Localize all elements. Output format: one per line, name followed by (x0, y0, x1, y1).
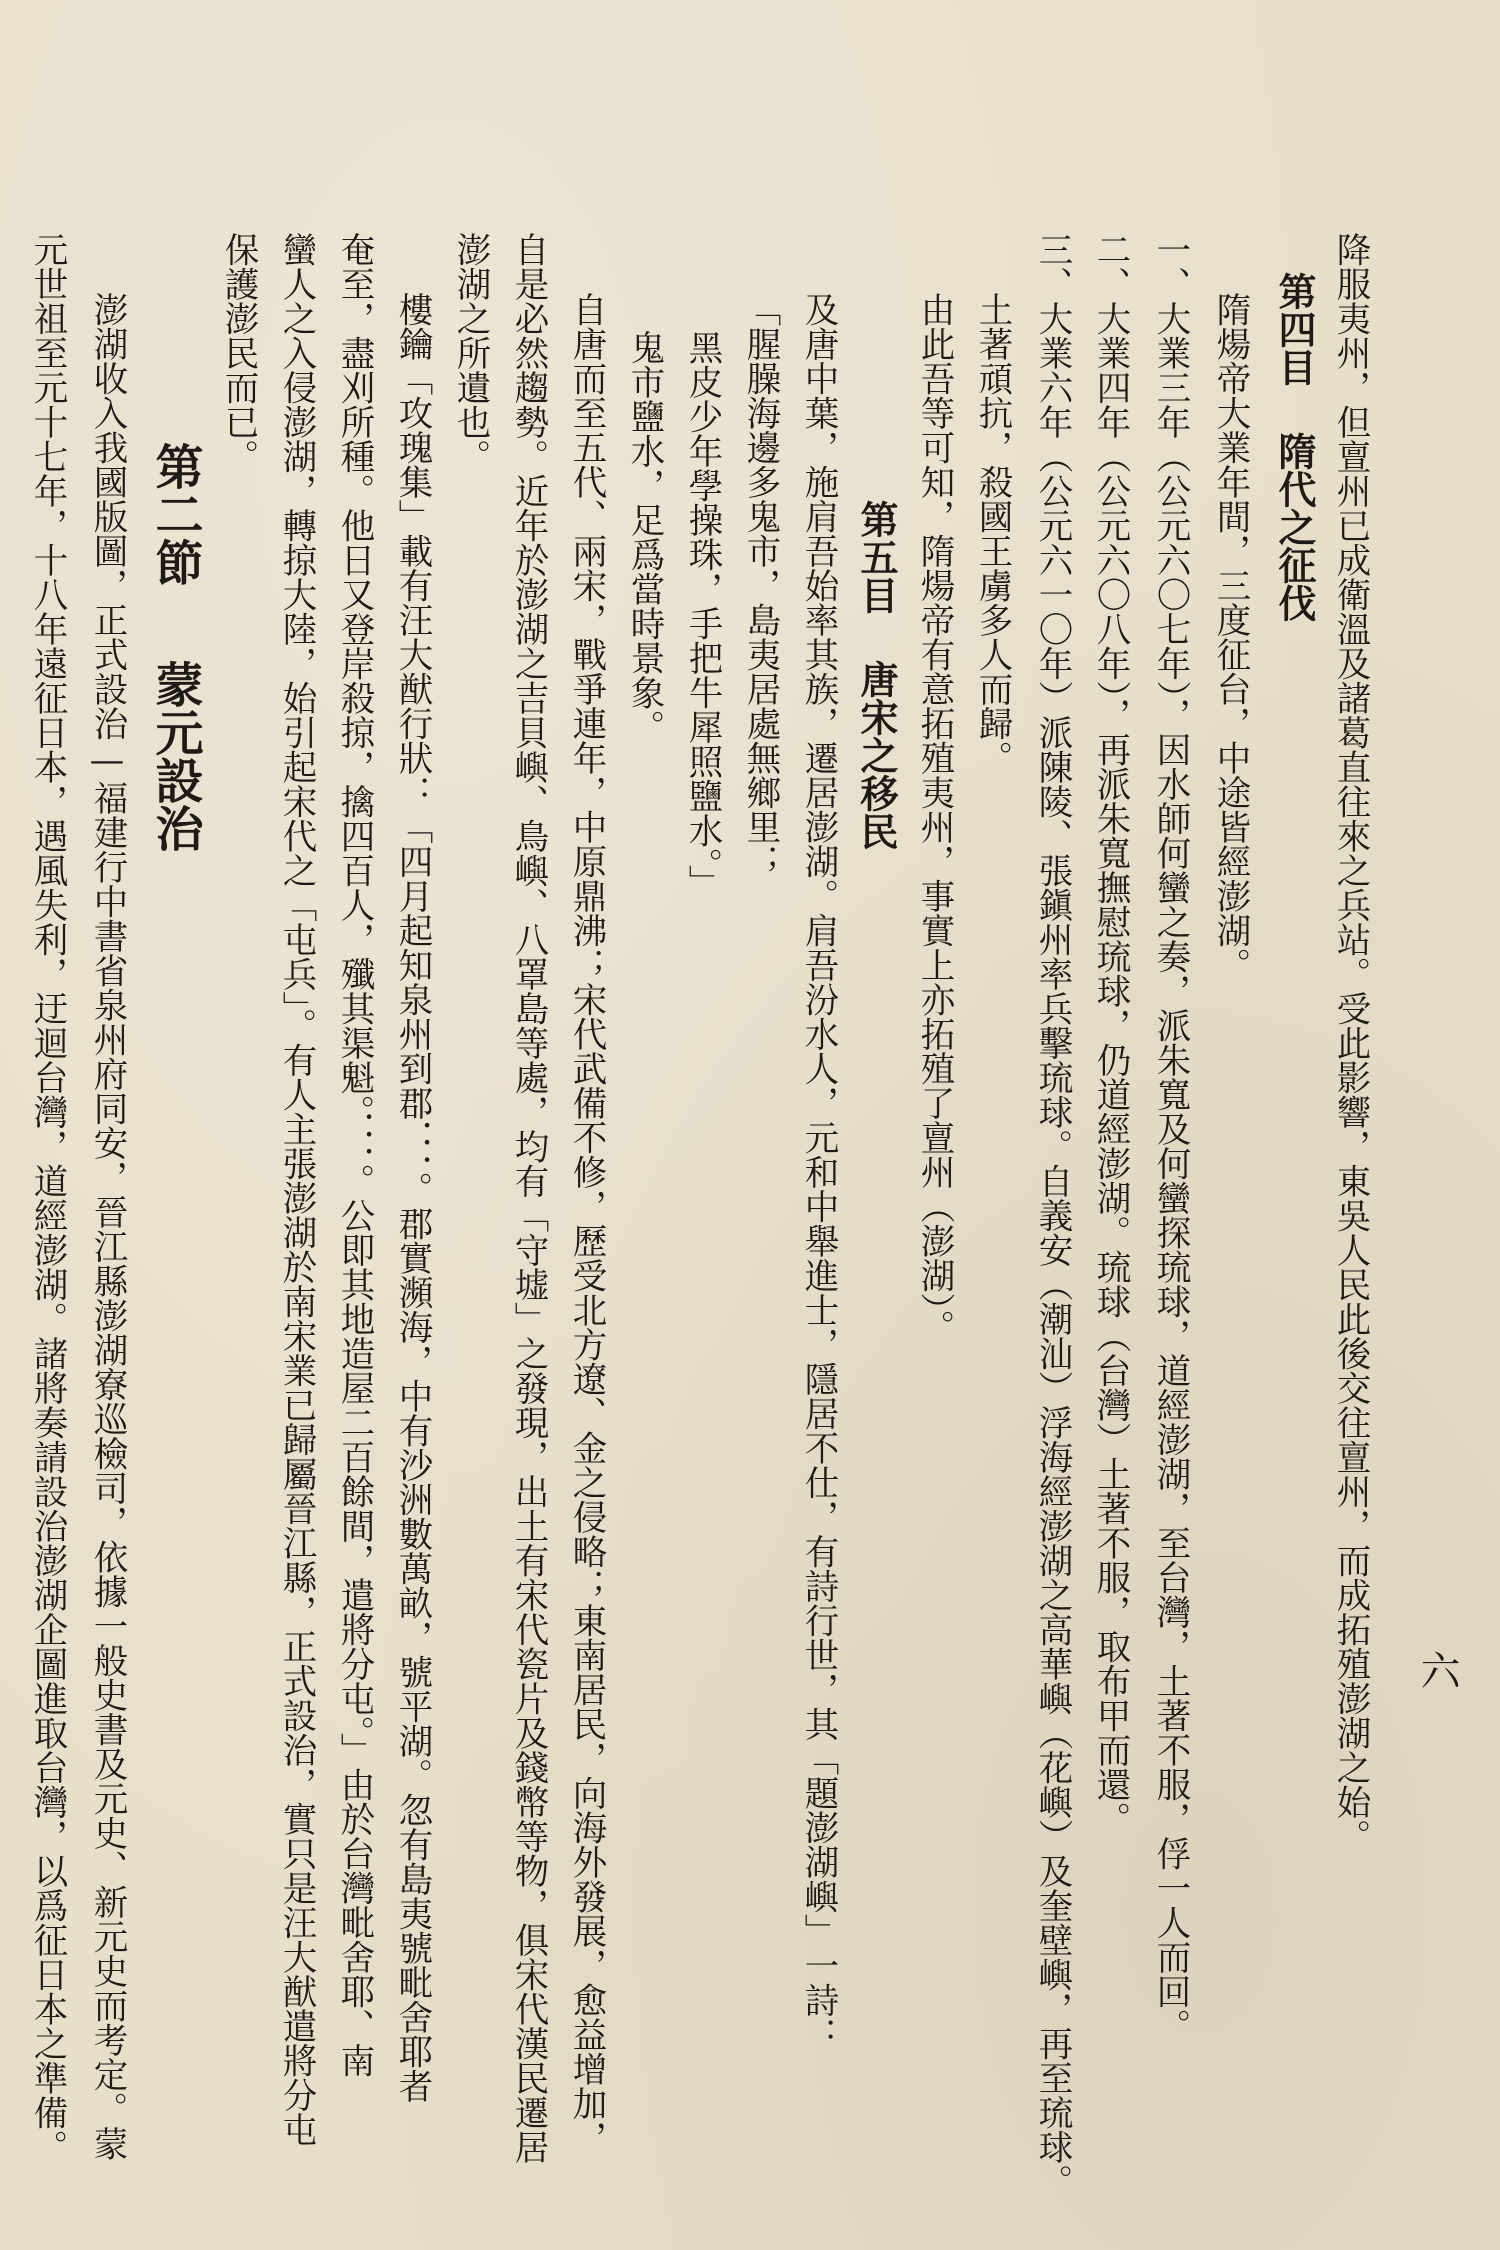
chapter-section-title: 蒙元設治 (147, 660, 203, 852)
section-heading-5-label: 第五目 (854, 500, 899, 614)
text-column-3: 一、大業三年（公元六〇七年），因水師何蠻之奏，派朱寬及何蠻探琉球，道經澎湖，至台灣，土著不服，俘一人而回。 (1150, 232, 1190, 2044)
text-column-1: 降服夷州，但亶州已成衛溫及諸葛直往來之兵站。受此影響，東吳人民此後交往亶州，而成拓殖澎湖之始。 (1330, 232, 1370, 1854)
text-column-15: 蠻人之入侵澎湖，轉掠大陸，始引起宋代之「屯兵」。有人主張澎湖於南宋業已歸屬晉江縣，正式設治，實只是汪大猷遣將分屯 (276, 232, 316, 2147)
text-column-17: 澎湖收入我國版圖，正式設治—福建行中書省泉州府同安，晉江縣澎湖寮巡檢司，依據一般史書及元史、新元史而考定。蒙 (87, 292, 127, 2161)
text-column-6: 土著頑抗，殺國王虜多人而歸。 (972, 292, 1012, 775)
page-number: 六 (1414, 1650, 1460, 1690)
text-column-8: 及唐中葉，施肩吾始率其族，遷居澎湖。肩吾汾水人，元和中舉進士，隱居不仕，有詩行世，其「題澎湖嶼」一詩： (798, 292, 838, 2052)
section-heading-4-label: 第四目 (1272, 272, 1317, 386)
text-column-5: 三、大業六年（公元六一〇年）派陳陵、張鎭州率兵擊琉球。自義安（潮汕）浮海經澎湖之高華嶼（花嶼）及奎壁嶼，再至琉球。 (1032, 232, 1072, 2199)
chapter-section-label: 第二節 (147, 442, 203, 586)
text-column-7: 由此吾等可知，隋煬帝有意拓殖夷州，事實上亦拓殖了亶州（澎湖）。 (914, 292, 954, 1345)
poem-line-2: 黑皮少年學操珠，手把牛犀照鹽水。」 (682, 330, 722, 900)
text-column-18: 元世祖至元十七年，十八年遠征日本，遇風失利，迂迴台灣，道經澎湖。諸將奏請設治澎湖企圖進取台灣，以爲征日本之準備。 (27, 232, 67, 2164)
text-column-16: 保護澎民而已。 (218, 232, 258, 474)
text-column-11: 自是必然趨勢。近年於澎湖之吉貝嶼、鳥嶼、八罩島等處，均有「守墟」之發現，出土有宋代瓷片及錢幣等物，俱宋代漢民遷居 (508, 232, 548, 2164)
text-column-4: 二、大業四年（公元六〇八年），再派朱寬撫慰琉球，仍道經澎湖。琉球（台灣）土著不服，取布甲而還。 (1090, 232, 1130, 1837)
section-heading-5-title: 唐宋之移民 (854, 660, 899, 850)
text-column-2: 隋煬帝大業年間，三度征台，中途皆經澎湖。 (1210, 292, 1250, 982)
text-column-14: 奄至，盡刈所種。他日又登岸殺掠，擒四百人，殲其渠魁。．．．。公即其地造屋二百餘間，遣將分屯。」由於台灣毗舍耶、南 (334, 232, 374, 2078)
section-heading-4-title: 隋代之征伐 (1272, 432, 1317, 622)
poem-line-1: 「腥臊海邊多鬼市，島夷居處無鄉里； (740, 292, 780, 879)
text-column-12: 澎湖之所遺也。 (450, 232, 490, 474)
text-column-10: 自唐而至五代、兩宋，戰爭連年，中原鼎沸；宋代武備不修，歷受北方遼、金之侵略；東南居民，向海外發展，愈益增加， (566, 292, 606, 2155)
text-column-13: 樓鑰「攻瑰集」載有汪大猷行狀：「四月起知泉州到郡．．．。郡實瀕海，中有沙洲數萬畝，號平湖。忽有島夷號毗舍耶者 (392, 292, 432, 2104)
text-column-9: 鬼市鹽水，足爲當時景象。 (624, 330, 664, 744)
